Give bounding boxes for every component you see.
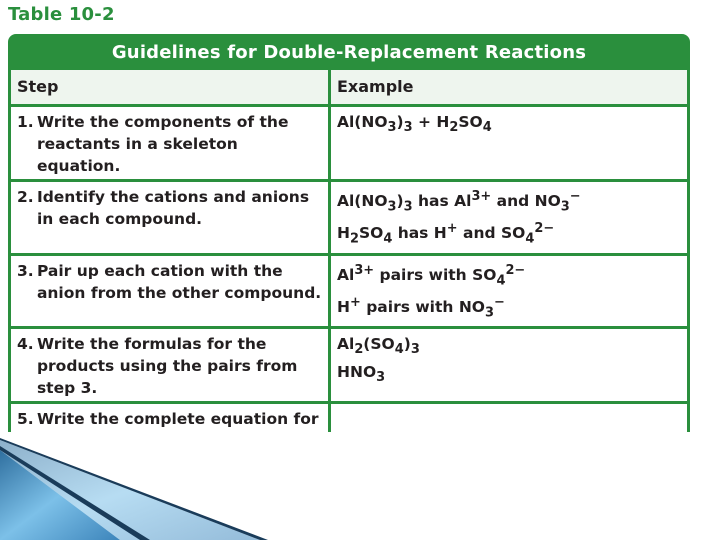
- table-title: Guidelines for Double-Replacement Reactions: [111, 41, 587, 63]
- example-cell: [331, 182, 690, 256]
- example-line: $Al_2(SO_4)_3$: [337, 335, 420, 358]
- guidelines-table: [8, 34, 690, 432]
- step-text: Write the complete equation for: [36, 410, 319, 428]
- header-row: [11, 70, 690, 107]
- step-number: 4.: [17, 335, 34, 353]
- example-cell: [331, 107, 690, 182]
- table-label: Table 10-2: [8, 4, 115, 25]
- example-line: H+ pairs with $NO_3^-$: [337, 294, 505, 320]
- example-line: $Al^{3+}$ pairs with $SO_4^{2-}$: [337, 262, 526, 288]
- step-text: Pair up each cation with the anion from the other compound.: [36, 261, 322, 302]
- example-line: $H_2SO_4$ has H+ and $SO_4^{2-}$: [337, 221, 555, 247]
- example-column-header: Example: [331, 70, 690, 107]
- step-text: Identify the cations and anions in each compound.: [36, 188, 310, 228]
- example-line: $Al(NO_3)_3$ has $Al^{3+}$ and $NO_3^-$: [337, 189, 581, 215]
- example-line: [337, 408, 681, 430]
- step-number: 1.: [17, 113, 34, 131]
- table-row: [11, 182, 690, 256]
- step-number: 2.: [17, 188, 34, 206]
- step-cell: [11, 107, 331, 182]
- slide-decoration: [0, 440, 300, 540]
- example-cell: [331, 256, 690, 330]
- step-number: 5.: [17, 410, 34, 428]
- step-cell: [11, 256, 331, 330]
- step-text: Write the formulas for the products using the pairs from step 3.: [36, 335, 298, 397]
- example-line: $HNO_3$: [337, 363, 386, 386]
- step-cell: [11, 182, 331, 256]
- table-row: [11, 329, 690, 404]
- step-cell: [11, 329, 331, 404]
- step-text: Write the components of the reactants in a skeleton equation.: [36, 113, 289, 175]
- step-number: 3.: [17, 261, 34, 280]
- example-line: $Al(NO_3)_3 + H_2SO_4$: [337, 113, 492, 136]
- table-row: [11, 107, 690, 182]
- table-row: [11, 256, 690, 330]
- example-cell: [331, 329, 690, 404]
- step-column-header: Step: [11, 70, 331, 107]
